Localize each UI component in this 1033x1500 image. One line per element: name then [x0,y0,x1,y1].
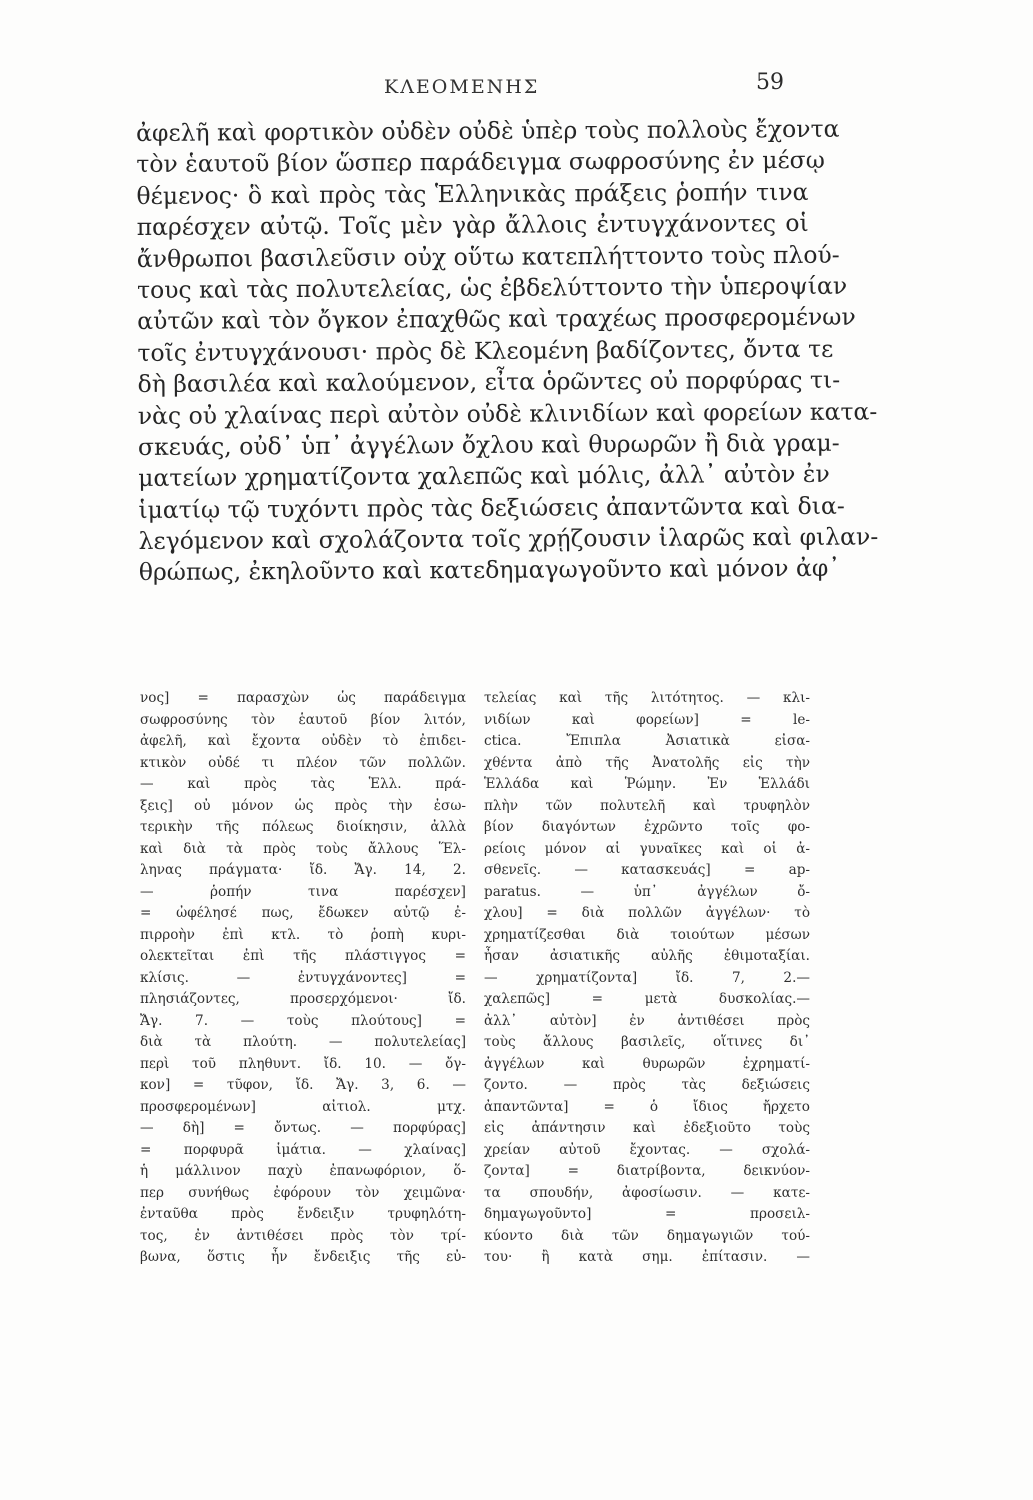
main-text-line: θέμενος· ὃ καὶ πρὸς τὰς Ἑλληνικὰς πράξεις ῥοπήν τινα [136,177,809,210]
commentary-line: σθενεῖς. — κατασκευάς] = ap- [484,862,810,878]
main-text-line: ἄνθρωποι βασιλεῦσιν οὐχ οὕτω κατεπλήττοντο τοὺς πλού- [136,240,840,273]
commentary-line: σωφροσύνης τὸν ἑαυτοῦ βίον λιτόν, [140,711,466,728]
commentary-line: περ συνήθως ἐφόρουν τὸν χειμῶνα· [140,1184,466,1201]
main-text-line: ἀφελῆ καὶ φορτικὸν οὐδὲν οὐδὲ ὑπὲρ τοὺς πολλοὺς ἔχοντα [136,114,840,147]
commentary-line: εἰς ἀπάντησιν καὶ ἐδεξιοῦτο τοὺς [484,1120,810,1136]
main-text-line: τους καὶ τὰς πολυτελείας, ὡς ἐβδελύττοντο τὴν ὑπεροψίαν [136,271,848,304]
commentary-line: δημαγωγοῦντο] = προσειλ- [484,1206,810,1222]
commentary-line: χρείαν αὐτοῦ ἔχοντας. — σχολά- [484,1141,810,1158]
commentary-line: ἀγγέλων καὶ θυρωρῶν ἐχρηματί- [484,1055,810,1072]
commentary-line: χαλεπῶς] = μετὰ δυσκολίας.— [484,991,810,1007]
commentary-line: κον] = τῦφον, ἴδ. Ἄγ. 3, 6. — [140,1077,466,1093]
commentary-line: τα σπουδήν, ἀφοσίωσιν. — κατε- [484,1184,810,1201]
commentary-line: τελείας καὶ τῆς λιτότητος. — κλι- [484,690,810,706]
commentary-line: του· ἢ κατὰ σημ. ἐπίτασιν. — [484,1249,810,1265]
main-text-line: δὴ βασιλέα καὶ καλούμενον, εἶτα ὁρῶντες οὐ πορφύρας τι- [137,365,841,399]
commentary-line: = ὠφέλησέ πως, ἔδωκεν αὐτῷ ἐ- [140,905,466,921]
main-text-line: τοῖς ἐντυγχάνουσι· πρὸς δὲ Κλεομένη βαδίζοντες, ὄντα τε [137,334,834,367]
commentary-column-right [484,688,810,1269]
commentary-line: ζοντο. — πρὸς τὰς δεξιώσεις [484,1077,810,1093]
commentary-line: — χρηματίζοντα] ἴδ. 7, 2.— [484,969,810,986]
commentary-line: κύοντο διὰ τῶν δημαγωγιῶν τού- [484,1227,810,1244]
commentary-line: ctica. Ἔπιπλα Ἀσιατικὰ εἰσα- [484,733,810,749]
commentary-line: πλησιάζοντες, προσερχόμενοι· ἴδ. [140,991,466,1007]
main-text-line: θρώπως, ἐκηλοῦντο καὶ κατεδημαγωγοῦντο καὶ μόνον ἀφ᾽ [138,554,841,587]
main-text-block [136,114,879,589]
commentary-line: χρηματίζεσθαι διὰ τοιούτων μέσων [484,926,810,943]
commentary-line: ρείοις μόνον αἱ γυναῖκες καὶ οἱ ἀ- [484,840,810,857]
commentary-line: ολεκτεῖται ἐπὶ τῆς πλάστιγγος = [140,948,466,964]
main-text-line: λεγόμενον καὶ σχολάζοντα τοῖς χρῄζουσιν ἱλαρῶς καὶ φιλαν- [138,522,879,556]
commentary-line: τερικὴν τῆς πόλεως διοίκησιν, ἀλλὰ [140,819,466,835]
running-head: ΚΛΕΟΜΕΝΗΣ [384,76,540,98]
commentary-line: — καὶ πρὸς τὰς Ἑλλ. πρά- [140,776,466,792]
commentary-line: ληνας πράγματα· ἴδ. Ἄγ. 14, 2. [140,862,466,878]
commentary-line: πιρροὴν ἐπὶ κτλ. τὸ ῥοπὴ κυρι- [140,926,466,943]
commentary-line: κλίσις. — ἐντυγχάνοντες] = [140,969,466,986]
commentary-line: ἀλλ᾽ αὐτὸν] ἐν ἀντιθέσει πρὸς [484,1012,810,1029]
commentary-line: paratus. — ὑπ᾽ ἀγγέλων ὄ- [484,883,810,900]
commentary-line: νος] = παρασχὼν ὡς παράδειγμα [140,690,466,706]
main-text-line: νὰς οὐ χλαίνας περὶ αὐτὸν οὐδὲ κλινιδίων καὶ φορείων κατα- [137,396,878,430]
commentary-column-left [140,688,466,1269]
commentary-line: ἡ μάλλινον παχὺ ἐπανωφόριον, ὅ- [140,1163,466,1179]
commentary-line: — δὴ] = ὄντως. — πορφύρας] [140,1120,466,1136]
commentary-line: ἀπαντῶντα] = ὁ ἴδιος ἤρχετο [484,1098,810,1115]
main-text-line: ἱματίῳ τῷ τυχόντι πρὸς τὰς δεξιώσεις ἀπαντῶντα καὶ δια- [138,491,845,524]
commentary-line: βίον διαγόντων ἐχρῶντο τοῖς φο- [484,819,810,835]
commentary-line: ξεις] οὐ μόνον ὡς πρὸς τὴν ἐσω- [140,797,466,814]
commentary-line: περὶ τοῦ πληθυντ. ἴδ. 10. — ὄγ- [140,1055,466,1072]
commentary-line: τοὺς ἄλλους βασιλεῖς, οἵτινες δι᾽ [484,1034,810,1050]
commentary-line: καὶ διὰ τὰ πρὸς τοὺς ἄλλους Ἕλ- [140,840,466,857]
page-number: 59 [756,70,784,95]
commentary-line: βωνα, ὅστις ἦν ἔνδειξις τῆς εὐ- [140,1249,466,1265]
commentary-line: Ἄγ. 7. — τοὺς πλούτους] = [140,1012,466,1029]
commentary-line: ἦσαν ἀσιατικῆς αὐλῆς ἐθιμοταξίαι. [484,948,810,964]
commentary-line: νιδίων καὶ φορείων] = le- [484,711,810,728]
commentary-line: ἀφελῆ, καὶ ἔχοντα οὐδὲν τὸ ἐπιδει- [140,733,466,749]
commentary-line: χθέντα ἀπὸ τῆς Ἀνατολῆς εἰς τὴν [484,754,810,771]
commentary-line: Ἑλλάδα καὶ Ῥώμην. Ἐν Ἑλλάδι [484,776,810,792]
commentary-line: χλου] = διὰ πολλῶν ἀγγέλων· τὸ [484,905,810,921]
commentary-line: πλὴν τῶν πολυτελῆ καὶ τρυφηλὸν [484,797,810,814]
commentary-line: διὰ τὰ πλούτη. — πολυτελείας] [140,1034,466,1050]
main-text-line: παρέσχεν αὐτῷ. Τοῖς μὲν γὰρ ἄλλοις ἐντυγχάνοντες οἱ [136,209,809,242]
main-text-line: ματείων χρηματίζοντα χαλεπῶς καὶ μόλις, ἀλλ᾽ αὐτὸν ἐν [138,460,830,493]
commentary-line: = πορφυρᾶ ἱμάτια. — χλαίνας] [140,1141,466,1158]
commentary-line: ἐνταῦθα πρὸς ἔνδειξιν τρυφηλότη- [140,1206,466,1222]
commentary-line: τος, ἐν ἀντιθέσει πρὸς τὸν τρί- [140,1227,466,1244]
main-text-line: τὸν ἑαυτοῦ βίον ὥσπερ παράδειγμα σωφροσύνης ἐν μέσῳ [136,146,825,179]
commentary-line: προσφερομένων] αἰτιολ. μτχ. [140,1098,466,1115]
commentary-line: — ῥοπήν τινα παρέσχεν] [140,883,466,900]
commentary-line: κτικὸν οὐδέ τι πλέον τῶν πολλῶν. [140,754,466,771]
commentary-line: ζοντα] = διατρίβοντα, δεικνύον- [484,1163,810,1179]
main-text-line: σκευάς, οὐδ᾽ ὑπ᾽ ἀγγέλων ὄχλου καὶ θυρωρῶν ἢ διὰ γραμ- [137,428,840,461]
main-text-line: αὐτῶν καὶ τὸν ὄγκον ἐπαχθῶς καὶ τραχέως προσφερομένων [137,302,856,336]
